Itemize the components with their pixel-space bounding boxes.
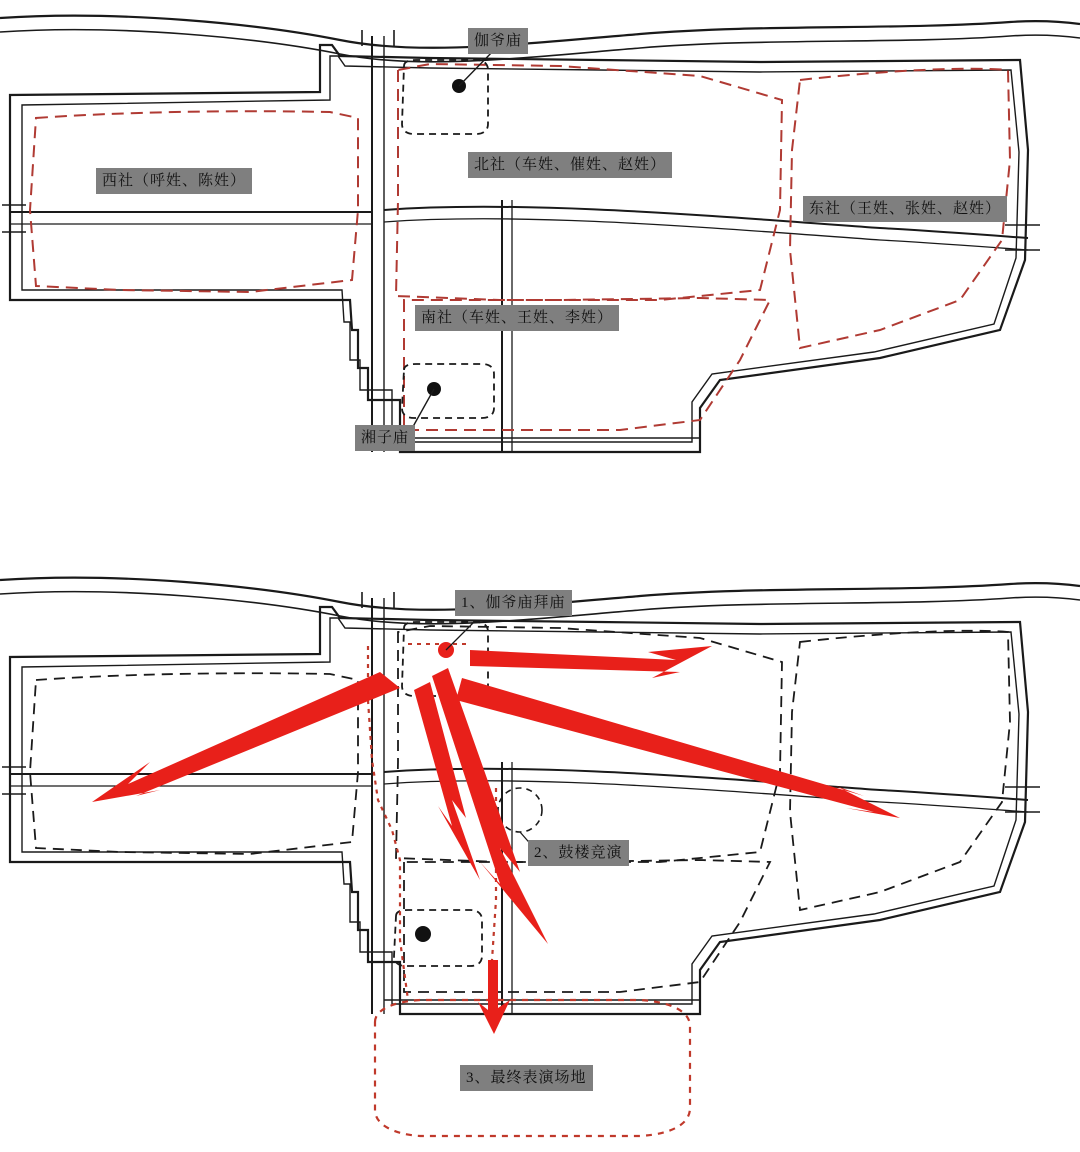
outer-road-top-inner <box>0 30 1080 62</box>
ritual-arrows <box>92 646 900 1034</box>
ritual-route-dotted-west <box>368 646 408 1000</box>
district-outline-east-b <box>790 631 1010 910</box>
top-panel-geometry <box>0 16 1080 452</box>
village-outline-top-inner <box>22 56 1019 442</box>
village-outline-bottom-inner <box>22 618 1019 1004</box>
label-step-2: 2、鼓楼竞演 <box>528 840 629 866</box>
label-nanshe: 南社（车姓、王姓、李姓） <box>415 305 619 331</box>
temple-enclosure-south <box>402 364 494 418</box>
temple-enclosure-north <box>402 60 488 134</box>
district-outline-south-b <box>404 860 770 992</box>
district-boundary-west <box>30 111 358 292</box>
label-xiangzimiao: 湘子庙 <box>355 425 415 451</box>
label-step-1: 1、伽爷庙拜庙 <box>455 590 572 616</box>
arrow-from-west <box>92 672 400 802</box>
temple-enclosure-south-b <box>394 910 482 966</box>
arrow-from-east <box>470 646 712 678</box>
village-outline-top <box>10 45 1028 452</box>
arrow-from-southeast <box>456 678 900 818</box>
district-boundary-north <box>396 64 782 300</box>
drum-tower-marker <box>498 788 542 832</box>
label-foyemiao: 伽爷庙 <box>468 28 528 54</box>
ritual-dot-south <box>415 926 431 942</box>
label-xishe: 西社（呼姓、陈姓） <box>96 168 252 194</box>
arrow-to-final-ground <box>478 960 510 1034</box>
mid-street-east-inner <box>384 219 1028 250</box>
label-step-3: 3、最终表演场地 <box>460 1065 593 1091</box>
label-beishe: 北社（车姓、催姓、赵姓） <box>468 152 672 178</box>
label-dongshe: 东社（王姓、张姓、赵姓） <box>803 196 1007 222</box>
